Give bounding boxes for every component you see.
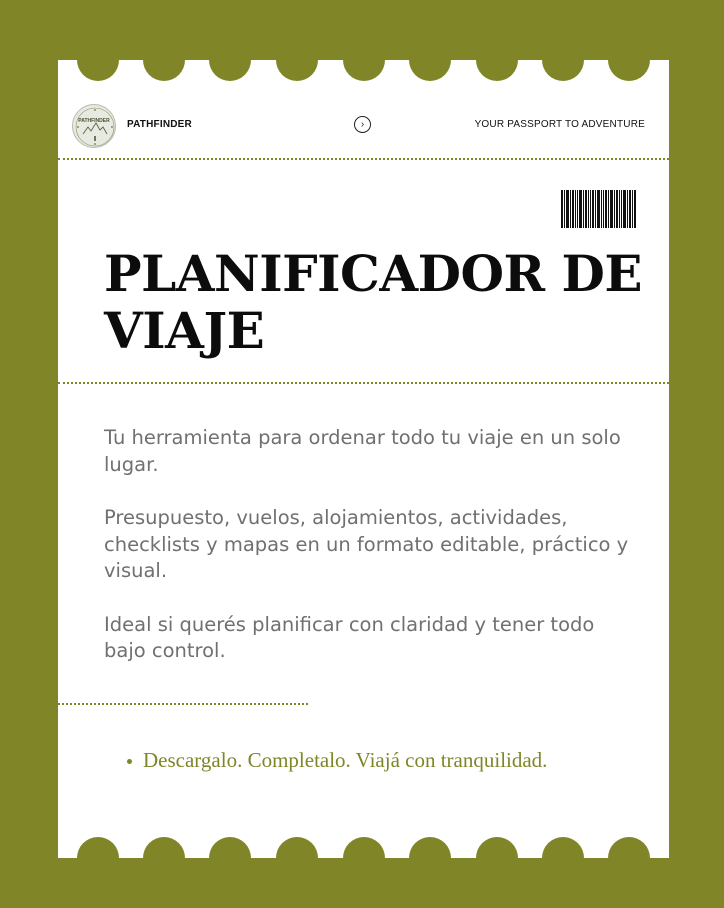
scallop-bottom-9 — [608, 837, 650, 858]
list-item-text: Descargalo. Completalo. Viajá con tranquilidad. — [143, 748, 548, 772]
mountain-logo-icon — [72, 104, 116, 148]
scallop-bottom-4 — [276, 837, 318, 858]
scallop-bottom-8 — [542, 837, 584, 858]
bullet-dot-icon — [127, 759, 132, 764]
brand-name: PATHFINDER — [127, 119, 192, 130]
scallop-bottom-5 — [343, 837, 385, 858]
scallop-bottom-6 — [409, 837, 451, 858]
title-line-1: PLANIFICADOR DE — [104, 244, 642, 303]
title-line-2: VIAJE — [104, 301, 265, 360]
barcode-icon — [561, 190, 637, 228]
scallop-bottom-2 — [143, 837, 185, 858]
header — [58, 60, 669, 158]
divider-middle — [58, 382, 669, 384]
divider-bottom — [58, 703, 308, 705]
description-paragraph-3: Ideal si querés planificar con claridad y tener todo bajo control. — [104, 612, 595, 662]
scallop-bottom-3 — [209, 837, 251, 858]
description — [104, 425, 634, 692]
list-item — [143, 748, 547, 773]
divider-top — [58, 158, 669, 160]
description-paragraph-1: Tu herramienta para ordenar todo tu viaje en un solo lugar. — [104, 426, 621, 476]
bullet-list — [143, 748, 547, 773]
page-title — [104, 245, 644, 359]
ticket-card — [58, 60, 669, 858]
logo-graphic — [73, 105, 117, 149]
scallop-bottom-7 — [476, 837, 518, 858]
logo-wordmark: PATHFINDER — [78, 118, 110, 124]
description-paragraph-2: Presupuesto, vuelos, alojamientos, actividades, checklists y mapas en un formato editable, práctico y visual. — [104, 506, 629, 582]
scallop-bottom-1 — [77, 837, 119, 858]
chevron-right-icon[interactable]: › — [354, 116, 371, 133]
brand-tagline: YOUR PASSPORT TO ADVENTURE — [474, 119, 645, 130]
